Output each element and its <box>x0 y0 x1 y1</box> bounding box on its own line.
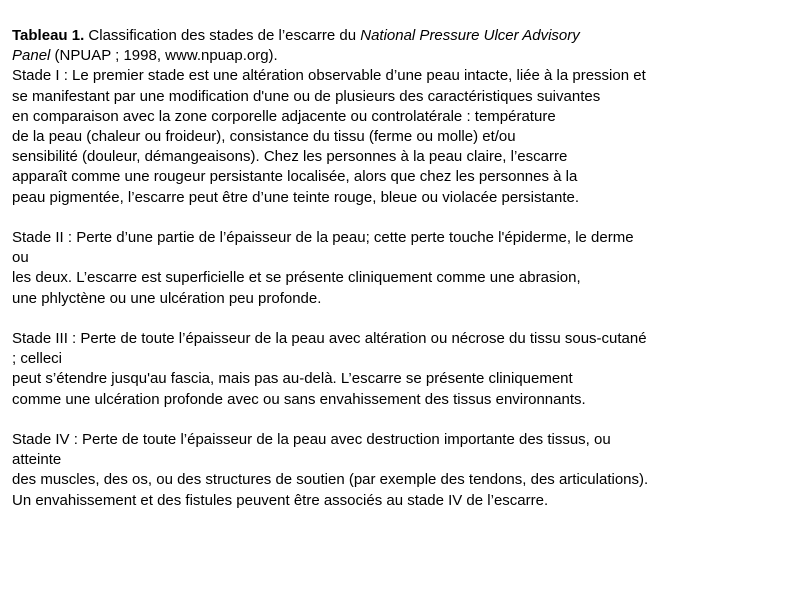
table-label: Tableau 1. <box>12 27 85 44</box>
stage-4-line: des muscles, des os, ou des structures de soutien (par exemple des tendons, des articulations). <box>12 471 649 489</box>
table-title-line-1 <box>12 26 787 46</box>
org-name-part-2: Panel <box>12 47 51 65</box>
stage-1-line: en comparaison avec la zone corporelle adjacente ou controlatérale : température <box>12 107 556 125</box>
stage-3-line: Stade III : Perte de toute l’épaisseur de la peau avec altération ou nécrose du tissu sous-cutané <box>12 330 647 348</box>
stage-3-paragraph <box>12 329 787 410</box>
table-title <box>12 26 787 66</box>
stage-1-line: apparaît comme une rougeur persistante localisée, alors que chez les personnes à la <box>12 168 578 186</box>
stage-3-line: ; celleci <box>12 350 63 368</box>
stage-4-line: Un envahissement et des fistules peuvent être associés au stade IV de l’escarre. <box>12 491 549 509</box>
stage-2-line: ou <box>12 249 29 267</box>
stage-4-line: atteinte <box>12 451 62 469</box>
paragraph-gap <box>12 309 787 329</box>
stage-3-line: peut s’étendre jusqu'au fascia, mais pas au-delà. L’escarre se présente cliniquement <box>12 370 573 388</box>
stage-1-line: de la peau (chaleur ou froideur), consistance du tissu (ferme ou molle) et/ou <box>12 128 516 146</box>
table-intro: Classification des stades de l’escarre du <box>84 27 361 44</box>
stage-2-line: Stade II : Perte d’une partie de l’épaisseur de la peau; cette perte touche l'épiderme, le derme <box>12 229 634 247</box>
table-title-line-2 <box>12 46 787 66</box>
stage-4-paragraph <box>12 430 787 511</box>
stage-4-line: Stade IV : Perte de toute l’épaisseur de la peau avec destruction importante des tissus, ou <box>12 431 611 449</box>
stage-3-line: comme une ulcération profonde avec ou sans envahissement des tissus environnants. <box>12 390 586 408</box>
stage-1-line: se manifestant par une modification d'une ou de plusieurs des caractéristiques suivantes <box>12 87 601 105</box>
stage-1-line: peau pigmentée, l’escarre peut être d’une teinte rouge, bleue ou violacée persistante. <box>12 188 580 206</box>
document-page <box>12 26 787 511</box>
stage-1-paragraph <box>12 66 787 207</box>
org-name-part-1: National Pressure Ulcer Advisory <box>360 27 580 44</box>
stage-2-line: une phlyctène ou une ulcération peu profonde. <box>12 289 322 307</box>
stage-1-line: sensibilité (douleur, démangeaisons). Chez les personnes à la peau claire, l’escarre <box>12 148 568 166</box>
table-reference: (NPUAP ; 1998, www.npuap.org). <box>50 47 278 65</box>
paragraph-gap <box>12 410 787 430</box>
paragraph-gap <box>12 208 787 228</box>
stage-2-paragraph <box>12 228 787 309</box>
stage-2-line: les deux. L’escarre est superficielle et se présente cliniquement comme une abrasion, <box>12 269 581 287</box>
stage-1-line: Stade I : Le premier stade est une altération observable d’une peau intacte, liée à la pression et <box>12 67 646 85</box>
